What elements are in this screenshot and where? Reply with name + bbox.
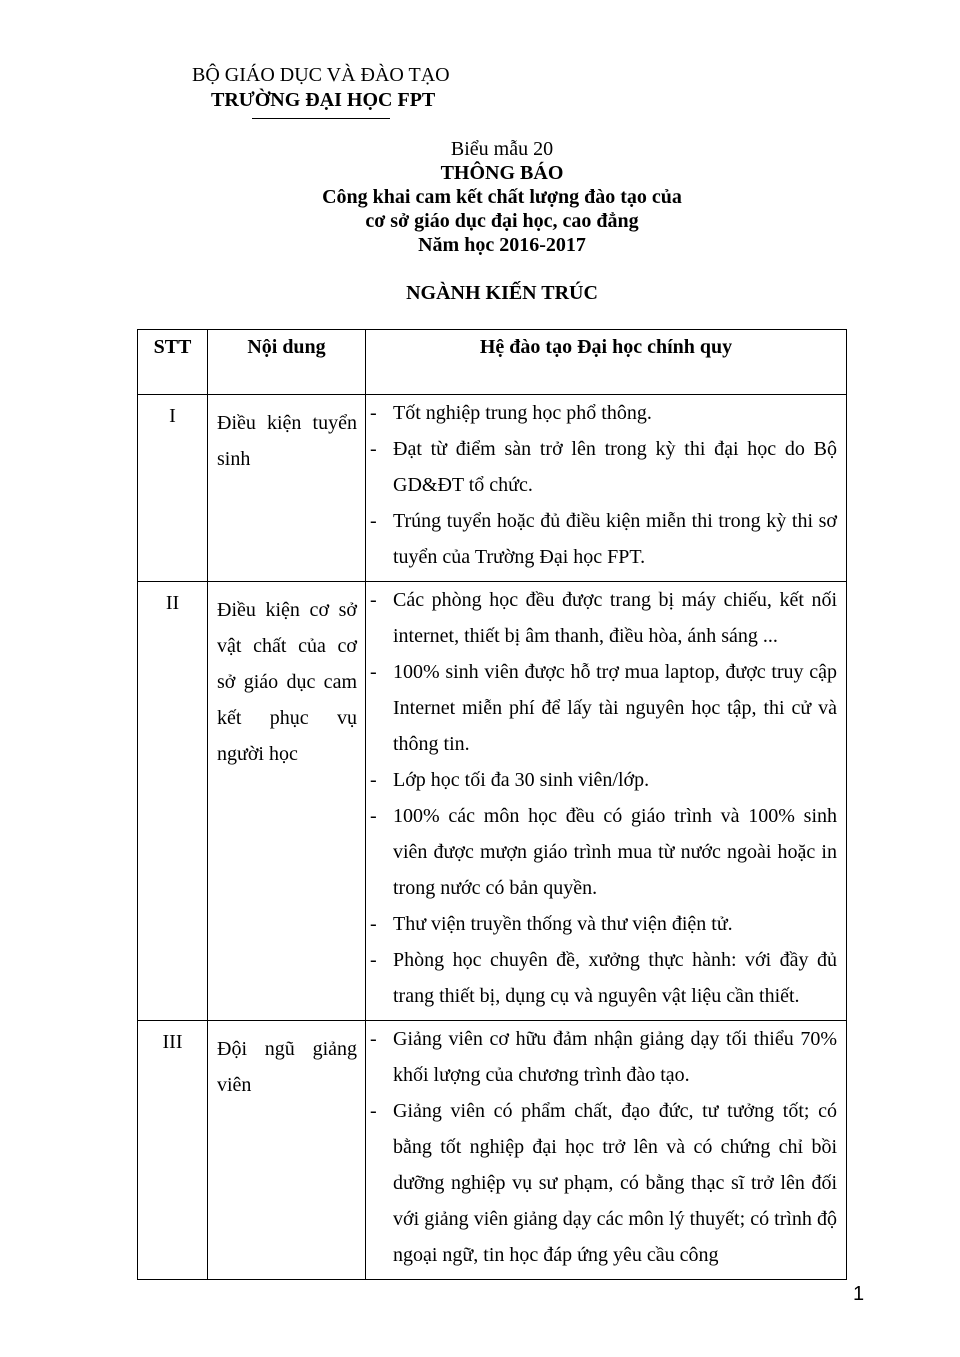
- row-stt: II: [138, 582, 208, 1021]
- commitment-table: [137, 329, 847, 1280]
- list-item: - 100% sinh viên được hỗ trợ mua laptop, được truy cập Internet miễn phí để lấy tài nguyên học tập, thi cử và thông tin.: [370, 654, 837, 762]
- list-item: - Đạt từ điểm sàn trở lên trong kỳ thi đại học do Bộ GD&ĐT tổ chức.: [370, 431, 837, 503]
- page-number: 1: [853, 1283, 865, 1305]
- row-items: [366, 395, 847, 582]
- table-row: [138, 582, 847, 1021]
- list-item: - 100% các môn học đều có giáo trình và 100% sinh viên được mượn giáo trình mua từ nước ngoài hoặc in trong nước có bản quyền.: [370, 798, 837, 906]
- list-item: - Trúng tuyển hoặc đủ điều kiện miễn thi trong kỳ thi sơ tuyển của Trường Đại học FPT.: [370, 503, 837, 575]
- ministry-name: BỘ GIÁO DỤC VÀ ĐÀO TẠO: [192, 64, 450, 86]
- header-program: Hệ đào tạo Đại học chính quy: [366, 330, 847, 395]
- notice-subtitle-1: Công khai cam kết chất lượng đào tạo của: [322, 186, 682, 208]
- list-item: - Lớp học tối đa 30 sinh viên/lớp.: [370, 762, 837, 798]
- notice-title: THÔNG BÁO: [440, 162, 564, 184]
- row-stt: I: [138, 395, 208, 582]
- list-item: - Thư viện truyền thống và thư viện điện tử.: [370, 906, 837, 942]
- table-row: [138, 395, 847, 582]
- row-items: [366, 1021, 847, 1280]
- row-stt: III: [138, 1021, 208, 1280]
- school-name: TRƯỜNG ĐẠI HỌC FPT: [211, 89, 436, 111]
- form-number: Biểu mẫu 20: [450, 138, 554, 160]
- table-row: [138, 1021, 847, 1280]
- list-item: - Giảng viên cơ hữu đảm nhận giảng dạy tối thiểu 70% khối lượng của chương trình đào tạo.: [370, 1021, 837, 1093]
- row-content: Điều kiện cơ sở vật chất của cơ sở giáo dục cam kết phục vụ người học: [208, 582, 366, 1021]
- list-item: - Giảng viên có phẩm chất, đạo đức, tư tưởng tốt; có bằng tốt nghiệp đại học trở lên và có chứng chỉ bồi dưỡng nghiệp vụ sư phạm, có bằng thạc sĩ trở lên đối với giảng viên giảng dạy các môn lý thuyết; có trình độ ngoại ngữ, tin học đáp ứng yêu cầu công: [370, 1093, 837, 1273]
- header-underline: [252, 118, 390, 119]
- academic-year: Năm học 2016-2017: [418, 234, 586, 256]
- list-item: - Tốt nghiệp trung học phổ thông.: [370, 395, 837, 431]
- table-header-row: [138, 330, 847, 395]
- row-content: Đội ngũ giảng viên: [208, 1021, 366, 1280]
- list-item: - Phòng học chuyên đề, xưởng thực hành: với đầy đủ trang thiết bị, dụng cụ và nguyên vật liệu cần thiết.: [370, 942, 837, 1014]
- major-name: NGÀNH KIẾN TRÚC: [406, 282, 598, 304]
- header-stt: STT: [138, 330, 208, 395]
- list-item: - Các phòng học đều được trang bị máy chiếu, kết nối internet, thiết bị âm thanh, điều hòa, ánh sáng ...: [370, 582, 837, 654]
- row-content: Điều kiện tuyển sinh: [208, 395, 366, 582]
- header-content: Nội dung: [208, 330, 366, 395]
- row-items: [366, 582, 847, 1021]
- notice-subtitle-2: cơ sở giáo dục đại học, cao đẳng: [365, 210, 639, 232]
